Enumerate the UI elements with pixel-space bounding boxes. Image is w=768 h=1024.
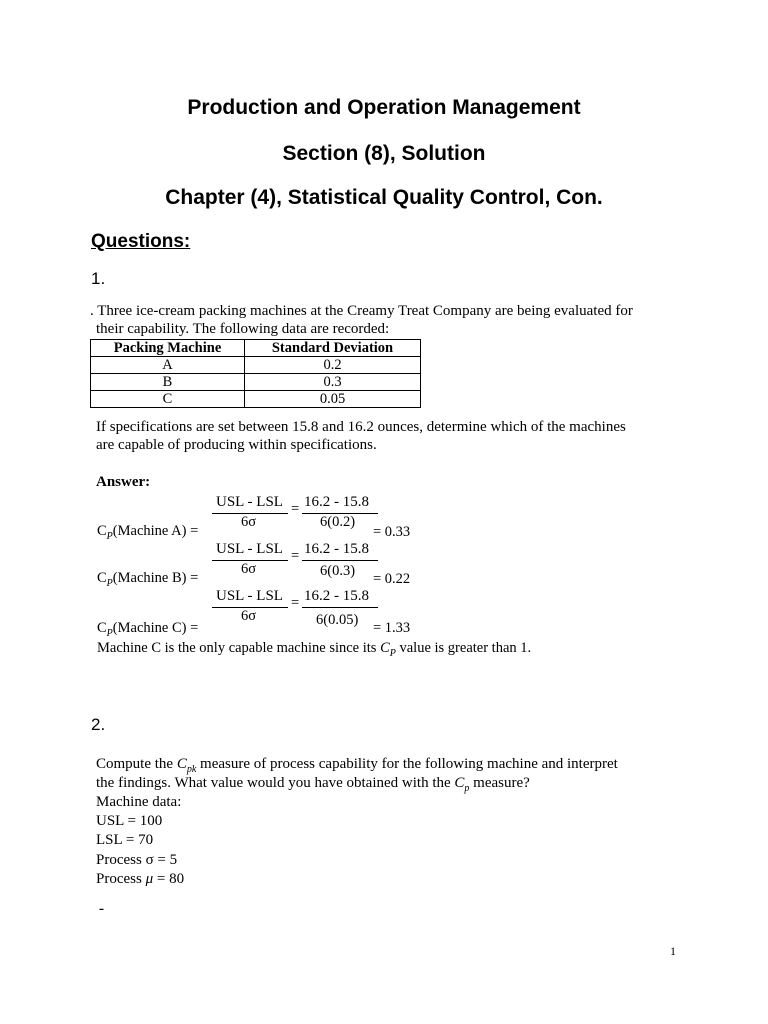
q1-intro-line-2: their capability. The following data are recorded:	[96, 321, 390, 337]
page-number: 1	[670, 944, 676, 958]
table-cell: C	[91, 391, 245, 408]
table-cell: 0.2	[245, 357, 421, 374]
formula-numerator-right: 16.2 - 15.8	[304, 494, 369, 510]
machine-table	[90, 339, 421, 408]
document-title: Production and Operation Management	[187, 96, 581, 119]
formula-numerator-right: 16.2 - 15.8	[304, 541, 369, 557]
formula-denominator-left: 6σ	[241, 608, 257, 624]
equals-sign: =	[291, 595, 300, 611]
question-1-number: 1.	[91, 269, 106, 288]
formula-numerator-left: USL - LSL	[216, 494, 283, 510]
formula-label: $C_P(Machine$ B) =	[97, 570, 199, 589]
table-row	[91, 374, 421, 391]
formula-result: = 0.22	[373, 571, 411, 587]
formula-numerator-left: USL - LSL	[216, 588, 283, 604]
q2-sigma: Process σ = 5	[96, 852, 178, 868]
formula-denominator-left: 6σ	[241, 561, 257, 577]
questions-heading: Questions:	[91, 231, 191, 252]
formula-label: $C_P(Machine$ C) =	[97, 620, 199, 639]
formula-denominator-right: 6(0.05)	[316, 612, 359, 628]
stray-dash: -	[99, 901, 104, 917]
q1-conclusion: Machine C is the only capable machine since its $C_P$ value is greater than 1.	[97, 640, 532, 659]
q2-data-label: Machine data:	[96, 794, 182, 810]
answer-label: Answer:	[96, 474, 151, 490]
formula-numerator-left: USL - LSL	[216, 541, 283, 557]
formula-label: $C_P(Machine$ A) =	[97, 523, 199, 542]
fraction-bar	[302, 560, 378, 561]
formula-denominator-right: 6(0.3)	[320, 563, 356, 579]
q1-spec-line-2: are capable of producing within specifications.	[96, 437, 377, 453]
q2-usl: USL = 100	[96, 813, 163, 829]
q1-intro-line-1: . Three ice-cream packing machines at the Creamy Treat Company are being evaluated for	[90, 303, 633, 319]
equals-sign: =	[291, 501, 300, 517]
formula-numerator-right: 16.2 - 15.8	[304, 588, 369, 604]
table-cell: 0.3	[245, 374, 421, 391]
formula-denominator-left: 6σ	[241, 514, 257, 530]
chapter-title: Chapter (4), Statistical Quality Control, Con.	[165, 186, 603, 209]
table-cell: A	[91, 357, 245, 374]
equals-sign: =	[291, 548, 300, 564]
table-row	[91, 357, 421, 374]
table-cell: 0.05	[245, 391, 421, 408]
formula-denominator-right: 6(0.2)	[320, 514, 356, 530]
section-title: Section (8), Solution	[282, 142, 486, 165]
formula-result: = 1.33	[373, 620, 411, 636]
table-cell: B	[91, 374, 245, 391]
q2-line-1: Compute the $C_{pk}$ measure of process capability for the following machine and interpret	[96, 756, 618, 775]
q2-lsl: LSL = 70	[96, 832, 154, 848]
fraction-bar	[302, 607, 378, 608]
q1-spec-line-1: If specifications are set between 15.8 and 16.2 ounces, determine which of the machines	[96, 419, 626, 435]
q2-mu: Process μ = 80	[96, 871, 185, 887]
question-2-number: 2.	[91, 715, 106, 734]
table-header-std-dev: Standard Deviation	[245, 340, 421, 357]
q2-line-2: the findings. What value would you have obtained with the $C_p$ measure?	[96, 775, 530, 794]
formula-result: = 0.33	[373, 524, 411, 540]
table-row	[91, 391, 421, 408]
table-header-machine: Packing Machine	[91, 340, 245, 357]
